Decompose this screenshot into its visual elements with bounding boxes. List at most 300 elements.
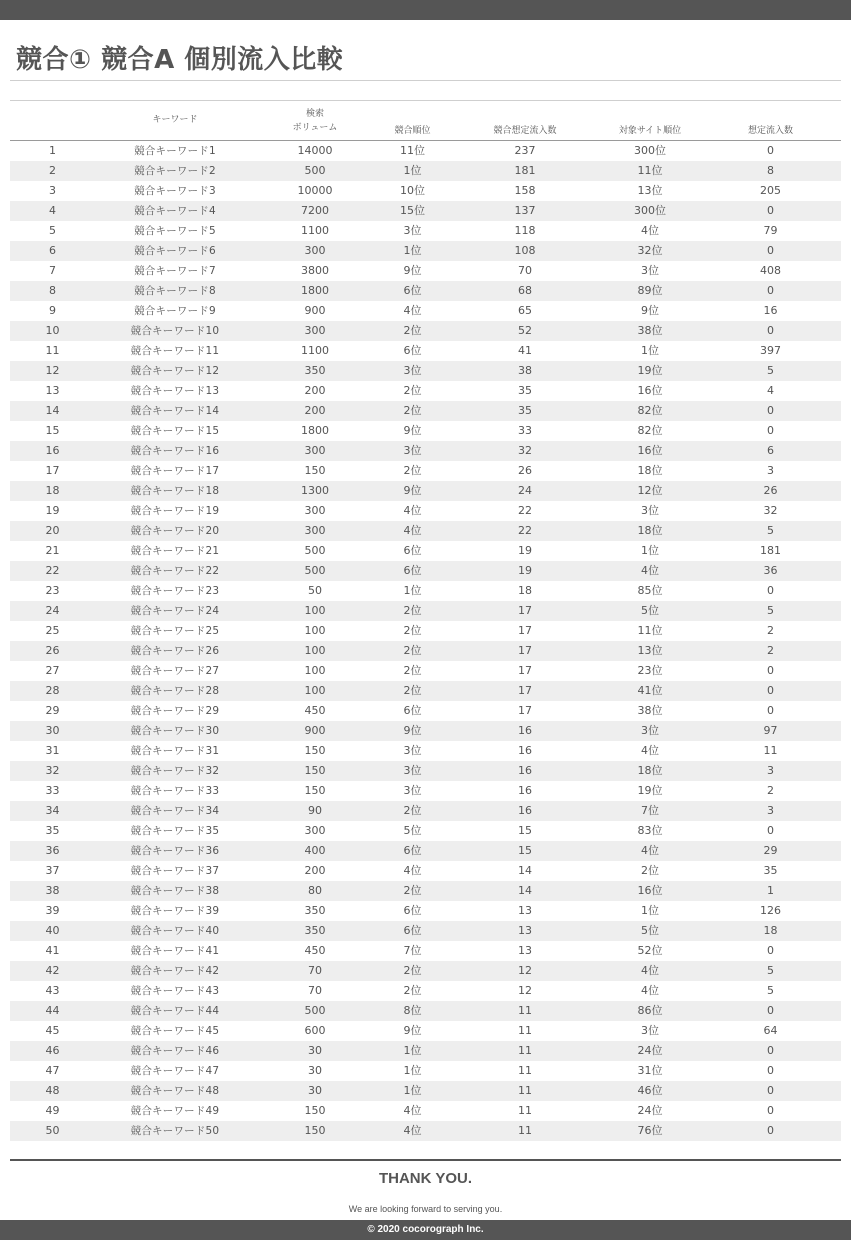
cell-competitor-traffic: 35 [450, 401, 600, 421]
cell-no: 33 [45, 784, 60, 797]
cell-target-rank: 5位 [600, 601, 700, 621]
cell-keyword: 競合キーワード31 [130, 745, 220, 757]
cell-keyword: 競合キーワード23 [130, 585, 220, 597]
cell-estimated-traffic: 5 [700, 521, 841, 541]
cell-no: 41 [45, 944, 60, 957]
cell-estimated-traffic: 79 [763, 224, 778, 237]
cell-estimated-traffic: 0 [700, 1081, 841, 1101]
table-row [10, 581, 841, 601]
cell-keyword: 競合キーワード2 [95, 161, 255, 181]
cell-volume: 70 [255, 961, 375, 981]
cell-no: 42 [10, 961, 95, 981]
header-competitor-rank: 競合順位 [375, 101, 450, 141]
cell-estimated-traffic: 6 [700, 441, 841, 461]
cell-competitor-traffic: 181 [450, 161, 600, 181]
cell-volume: 14000 [297, 144, 333, 157]
table-row [10, 621, 841, 641]
tagline-text: We are looking forward to serving you. [348, 1204, 503, 1214]
table-row [10, 521, 841, 541]
cell-no: 14 [10, 401, 95, 421]
cell-competitor-traffic: 118 [514, 224, 536, 237]
cell-volume: 100 [255, 641, 375, 661]
cell-no: 25 [45, 624, 60, 637]
cell-no: 7 [49, 264, 56, 277]
cell-competitor-traffic: 41 [518, 344, 532, 357]
cell-target-rank: 19位 [637, 784, 663, 797]
cell-keyword: 競合キーワード38 [95, 881, 255, 901]
cell-estimated-traffic: 29 [700, 841, 841, 861]
cell-estimated-traffic: 64 [763, 1024, 778, 1037]
cell-volume: 150 [304, 784, 326, 797]
cell-no: 30 [10, 721, 95, 741]
cell-competitor-rank: 2位 [403, 984, 422, 997]
table-row [10, 1101, 841, 1121]
cell-target-rank: 18位 [637, 464, 663, 477]
cell-target-rank: 46位 [600, 1081, 700, 1101]
cell-no: 38 [10, 881, 95, 901]
cell-competitor-rank: 6位 [375, 921, 450, 941]
header-competitor-traffic: 競合想定流入数 [450, 101, 600, 141]
cell-estimated-traffic: 4 [767, 384, 774, 397]
cell-target-rank: 3位 [641, 1024, 659, 1037]
cell-competitor-rank: 6位 [403, 904, 422, 917]
cell-competitor-traffic: 17 [518, 664, 532, 677]
cell-keyword: 競合キーワード48 [95, 1081, 255, 1101]
cell-competitor-rank: 9位 [375, 721, 450, 741]
cell-estimated-traffic: 0 [700, 681, 841, 701]
cell-keyword: 競合キーワード30 [95, 721, 255, 741]
cell-estimated-traffic: 0 [767, 944, 774, 957]
table-row [10, 541, 841, 561]
cell-competitor-traffic: 38 [450, 361, 600, 381]
cell-estimated-traffic: 0 [700, 401, 841, 421]
cell-estimated-traffic: 97 [700, 721, 841, 741]
cell-competitor-traffic: 16 [450, 761, 600, 781]
cell-no: 18 [10, 481, 95, 501]
cell-target-rank: 13位 [600, 641, 700, 661]
cell-keyword: 競合キーワード21 [130, 545, 220, 557]
cell-volume: 150 [255, 761, 375, 781]
cell-no: 21 [45, 544, 60, 557]
cell-target-rank: 4位 [600, 841, 700, 861]
cell-competitor-rank: 6位 [375, 561, 450, 581]
cell-estimated-traffic: 8 [700, 161, 841, 181]
cell-target-rank: 23位 [637, 664, 663, 677]
cell-no: 45 [45, 1024, 60, 1037]
cell-volume: 300 [304, 824, 326, 837]
table-row [10, 941, 841, 961]
cell-no: 32 [10, 761, 95, 781]
cell-no: 40 [10, 921, 95, 941]
cell-competitor-traffic: 11 [518, 1024, 532, 1037]
cell-estimated-traffic: 0 [767, 664, 774, 677]
cell-competitor-rank: 1位 [375, 1081, 450, 1101]
cell-target-rank: 16位 [600, 881, 700, 901]
table-row [10, 1081, 841, 1101]
cell-volume: 80 [255, 881, 375, 901]
cell-estimated-traffic: 16 [763, 304, 778, 317]
cell-target-rank: 4位 [600, 561, 700, 581]
table-row [10, 1041, 841, 1061]
cell-keyword: 競合キーワード43 [130, 985, 220, 997]
cell-competitor-traffic: 17 [518, 624, 532, 637]
cell-volume: 90 [255, 801, 375, 821]
cell-keyword: 競合キーワード11 [130, 345, 220, 357]
copyright-text: © 2020 cocorograph Inc. [367, 1224, 484, 1235]
cell-estimated-traffic: 0 [767, 584, 774, 597]
table-container [10, 100, 841, 1141]
cell-volume: 350 [255, 921, 375, 941]
cell-competitor-traffic: 19 [450, 561, 600, 581]
table-row [10, 461, 841, 481]
cell-competitor-rank: 4位 [375, 521, 450, 541]
cell-no: 27 [45, 664, 60, 677]
cell-target-rank: 24位 [600, 1041, 700, 1061]
cell-target-rank: 41位 [600, 681, 700, 701]
cell-no: 12 [10, 361, 95, 381]
table-row [10, 281, 841, 301]
top-bar [0, 0, 851, 20]
cell-competitor-traffic: 24 [450, 481, 600, 501]
table-row [10, 341, 841, 361]
cell-competitor-traffic: 13 [518, 904, 532, 917]
cell-competitor-rank: 6位 [403, 704, 422, 717]
cell-target-rank: 4位 [641, 224, 659, 237]
cell-target-rank: 76位 [600, 1121, 700, 1141]
cell-competitor-rank: 4位 [403, 304, 422, 317]
cell-estimated-traffic: 0 [767, 1064, 774, 1077]
cell-competitor-rank: 2位 [375, 801, 450, 821]
cell-competitor-traffic: 22 [518, 504, 532, 517]
table-row [10, 861, 841, 881]
cell-volume: 3800 [301, 264, 329, 277]
cell-volume: 50 [308, 584, 322, 597]
table-row [10, 441, 841, 461]
table-row [10, 641, 841, 661]
cell-no: 23 [45, 584, 60, 597]
cell-target-rank: 4位 [641, 984, 659, 997]
cell-target-rank: 3位 [641, 504, 659, 517]
cell-no: 46 [10, 1041, 95, 1061]
cell-volume: 70 [308, 984, 322, 997]
cell-target-rank: 16位 [637, 384, 663, 397]
cell-competitor-traffic: 18 [518, 584, 532, 597]
cell-target-rank: 3位 [641, 264, 659, 277]
cell-keyword: 競合キーワード10 [95, 321, 255, 341]
cell-no: 44 [10, 1001, 95, 1021]
cell-estimated-traffic: 5 [700, 601, 841, 621]
cell-keyword: 競合キーワード3 [134, 185, 216, 197]
cell-target-rank: 5位 [600, 921, 700, 941]
cell-keyword: 競合キーワード12 [95, 361, 255, 381]
cell-competitor-rank: 2位 [375, 881, 450, 901]
table-row [10, 361, 841, 381]
cell-competitor-rank: 2位 [403, 464, 422, 477]
cell-competitor-traffic: 14 [450, 881, 600, 901]
cell-competitor-rank: 9位 [403, 1024, 422, 1037]
header-volume-line1: 検索 [305, 108, 324, 119]
cell-keyword: 競合キーワード5 [134, 225, 216, 237]
copyright-bar [0, 1220, 851, 1240]
cell-no: 28 [10, 681, 95, 701]
cell-estimated-traffic: 0 [700, 321, 841, 341]
cell-target-rank: 18位 [600, 521, 700, 541]
cell-keyword: 競合キーワード33 [130, 785, 220, 797]
cell-competitor-rank: 7位 [403, 944, 422, 957]
cell-competitor-rank: 8位 [375, 1001, 450, 1021]
cell-competitor-rank: 2位 [375, 961, 450, 981]
cell-competitor-traffic: 11 [518, 1064, 532, 1077]
table-row [10, 501, 841, 521]
cell-no: 24 [10, 601, 95, 621]
cell-keyword: 競合キーワード42 [95, 961, 255, 981]
table-row [10, 801, 841, 821]
cell-competitor-rank: 10位 [400, 184, 425, 197]
cell-keyword: 競合キーワード16 [95, 441, 255, 461]
table-row [10, 1021, 841, 1041]
cell-keyword: 競合キーワード7 [134, 265, 216, 277]
cell-competitor-traffic: 22 [450, 521, 600, 541]
cell-estimated-traffic: 0 [767, 424, 774, 437]
cell-no: 20 [10, 521, 95, 541]
cell-estimated-traffic: 2 [767, 784, 774, 797]
header-target-rank: 対象サイト順位 [600, 101, 700, 141]
cell-competitor-rank: 6位 [403, 544, 422, 557]
cell-keyword: 競合キーワード35 [130, 825, 220, 837]
cell-no: 1 [49, 144, 56, 157]
header-volume [255, 101, 375, 141]
cell-volume: 500 [255, 1001, 375, 1021]
cell-estimated-traffic: 0 [767, 1104, 774, 1117]
cell-keyword: 競合キーワード6 [95, 241, 255, 261]
cell-target-rank: 300位 [600, 201, 700, 221]
table-row [10, 601, 841, 621]
cell-target-rank: 18位 [600, 761, 700, 781]
cell-estimated-traffic: 35 [763, 864, 778, 877]
table-row [10, 241, 841, 261]
cell-competitor-traffic: 17 [518, 704, 532, 717]
cell-estimated-traffic: 0 [700, 1121, 841, 1141]
cell-competitor-rank: 3位 [403, 224, 422, 237]
cell-keyword: 競合キーワード47 [130, 1065, 220, 1077]
thank-you-text: THANK YOU. [378, 1170, 473, 1187]
cell-volume: 30 [255, 1081, 375, 1101]
cell-keyword: 競合キーワード50 [95, 1121, 255, 1141]
table-row [10, 681, 841, 701]
cell-no: 8 [10, 281, 95, 301]
table-row [10, 321, 841, 341]
cell-target-rank: 11位 [637, 624, 663, 637]
cell-target-rank: 9位 [641, 304, 659, 317]
cell-estimated-traffic: 26 [700, 481, 841, 501]
cell-no: 37 [45, 864, 60, 877]
cell-competitor-traffic: 17 [450, 601, 600, 621]
table-row [10, 661, 841, 681]
cell-target-rank: 32位 [600, 241, 700, 261]
cell-competitor-traffic: 11 [450, 1001, 600, 1021]
cell-volume: 300 [255, 441, 375, 461]
cell-estimated-traffic: 32 [763, 504, 778, 517]
cell-no: 36 [10, 841, 95, 861]
cell-competitor-rank: 9位 [403, 424, 422, 437]
cell-volume: 450 [304, 704, 326, 717]
cell-competitor-traffic: 108 [450, 241, 600, 261]
cell-volume: 900 [304, 304, 326, 317]
cell-estimated-traffic: 0 [700, 281, 841, 301]
cell-estimated-traffic: 5 [700, 361, 841, 381]
cell-target-rank: 52位 [637, 944, 663, 957]
table-row [10, 721, 841, 741]
cell-volume: 7200 [255, 201, 375, 221]
cell-keyword: 競合キーワード24 [95, 601, 255, 621]
cell-volume: 1100 [301, 224, 329, 237]
cell-estimated-traffic: 397 [760, 344, 781, 357]
table-row [10, 881, 841, 901]
cell-no: 3 [49, 184, 56, 197]
cell-no: 11 [45, 344, 60, 357]
cell-target-rank: 1位 [641, 344, 659, 357]
cell-estimated-traffic: 0 [767, 704, 774, 717]
table-row [10, 961, 841, 981]
cell-no: 50 [10, 1121, 95, 1141]
cell-estimated-traffic: 0 [700, 1001, 841, 1021]
cell-competitor-rank: 1位 [403, 584, 422, 597]
cell-target-rank: 4位 [600, 961, 700, 981]
cell-target-rank: 3位 [600, 721, 700, 741]
cell-volume: 100 [255, 681, 375, 701]
cell-competitor-rank: 5位 [403, 824, 422, 837]
table-row [10, 1001, 841, 1021]
table-row [10, 781, 841, 801]
cell-competitor-traffic: 15 [450, 841, 600, 861]
cell-volume: 350 [255, 361, 375, 381]
cell-target-rank: 1位 [641, 904, 659, 917]
table-row [10, 981, 841, 1001]
cell-volume: 10000 [297, 184, 333, 197]
cell-target-rank: 24位 [637, 1104, 663, 1117]
cell-competitor-rank: 6位 [403, 344, 422, 357]
cell-competitor-rank: 4位 [403, 1104, 422, 1117]
cell-keyword: 競合キーワード26 [95, 641, 255, 661]
table-row [10, 261, 841, 281]
cell-volume: 100 [304, 664, 326, 677]
cell-volume: 1800 [301, 424, 329, 437]
cell-keyword: 競合キーワード22 [95, 561, 255, 581]
cell-target-rank: 83位 [637, 824, 663, 837]
cell-volume: 350 [304, 904, 326, 917]
cell-volume: 300 [255, 521, 375, 541]
cell-competitor-rank: 3位 [375, 441, 450, 461]
cell-keyword: 競合キーワード13 [130, 385, 220, 397]
table-row [10, 1121, 841, 1141]
table-row [10, 821, 841, 841]
cell-competitor-traffic: 16 [450, 801, 600, 821]
cell-estimated-traffic: 11 [763, 744, 778, 757]
cell-estimated-traffic: 3 [700, 761, 841, 781]
cell-competitor-traffic: 19 [518, 544, 532, 557]
cell-competitor-rank: 2位 [375, 641, 450, 661]
cell-keyword: 競合キーワード9 [134, 305, 216, 317]
header-estimated-traffic: 想定流入数 [700, 101, 841, 141]
cell-target-rank: 19位 [600, 361, 700, 381]
cell-competitor-traffic: 13 [518, 944, 532, 957]
cell-competitor-rank: 15位 [375, 201, 450, 221]
cell-target-rank: 2位 [641, 864, 659, 877]
header-volume-line2: ボリューム [292, 122, 338, 133]
table-row [10, 161, 841, 181]
cell-competitor-rank: 1位 [375, 1041, 450, 1061]
cell-no: 6 [10, 241, 95, 261]
cell-keyword: 競合キーワード1 [134, 145, 216, 157]
cell-competitor-traffic: 12 [450, 961, 600, 981]
cell-volume: 1300 [255, 481, 375, 501]
cell-target-rank: 85位 [637, 584, 663, 597]
cell-competitor-rank: 2位 [403, 664, 422, 677]
table-row [10, 201, 841, 221]
cell-estimated-traffic: 3 [700, 801, 841, 821]
cell-no: 47 [45, 1064, 60, 1077]
cell-keyword: 競合キーワード46 [95, 1041, 255, 1061]
cell-estimated-traffic: 408 [760, 264, 781, 277]
cell-keyword: 競合キーワード37 [130, 865, 220, 877]
cell-volume: 300 [255, 241, 375, 261]
cell-no: 9 [49, 304, 56, 317]
cell-keyword: 競合キーワード29 [130, 705, 220, 717]
cell-competitor-rank: 4位 [375, 1121, 450, 1141]
cell-competitor-rank: 2位 [403, 624, 422, 637]
cell-target-rank: 86位 [600, 1001, 700, 1021]
cell-volume: 150 [304, 744, 326, 757]
cell-volume: 1100 [301, 344, 329, 357]
cell-keyword: 競合キーワード39 [130, 905, 220, 917]
cell-estimated-traffic: 181 [760, 544, 781, 557]
cell-volume: 150 [304, 464, 326, 477]
cell-competitor-traffic: 26 [518, 464, 532, 477]
cell-no: 35 [45, 824, 60, 837]
cell-keyword: 競合キーワード8 [95, 281, 255, 301]
cell-estimated-traffic: 3 [767, 464, 774, 477]
cell-estimated-traffic: 18 [700, 921, 841, 941]
cell-keyword: 競合キーワード14 [95, 401, 255, 421]
cell-competitor-traffic: 15 [518, 824, 532, 837]
cell-keyword: 競合キーワード25 [130, 625, 220, 637]
cell-no: 4 [10, 201, 95, 221]
cell-volume: 150 [304, 1104, 326, 1117]
cell-volume: 30 [308, 1064, 322, 1077]
cell-keyword: 競合キーワード4 [95, 201, 255, 221]
table-row [10, 421, 841, 441]
cell-keyword: 競合キーワード20 [95, 521, 255, 541]
cell-target-rank: 38位 [637, 704, 663, 717]
cell-volume: 200 [304, 864, 326, 877]
cell-estimated-traffic: 126 [760, 904, 781, 917]
cell-volume: 450 [304, 944, 326, 957]
table-row [10, 141, 841, 162]
cell-competitor-rank: 2位 [403, 384, 422, 397]
cell-volume: 900 [255, 721, 375, 741]
cell-competitor-traffic: 33 [518, 424, 532, 437]
cell-volume: 400 [255, 841, 375, 861]
cell-volume: 30 [255, 1041, 375, 1061]
cell-no: 19 [45, 504, 60, 517]
cell-no: 10 [10, 321, 95, 341]
cell-no: 39 [45, 904, 60, 917]
cell-competitor-traffic: 70 [518, 264, 532, 277]
cell-keyword: 競合キーワード45 [130, 1025, 220, 1037]
cell-competitor-rank: 6位 [375, 281, 450, 301]
cell-target-rank: 89位 [600, 281, 700, 301]
table-row [10, 841, 841, 861]
